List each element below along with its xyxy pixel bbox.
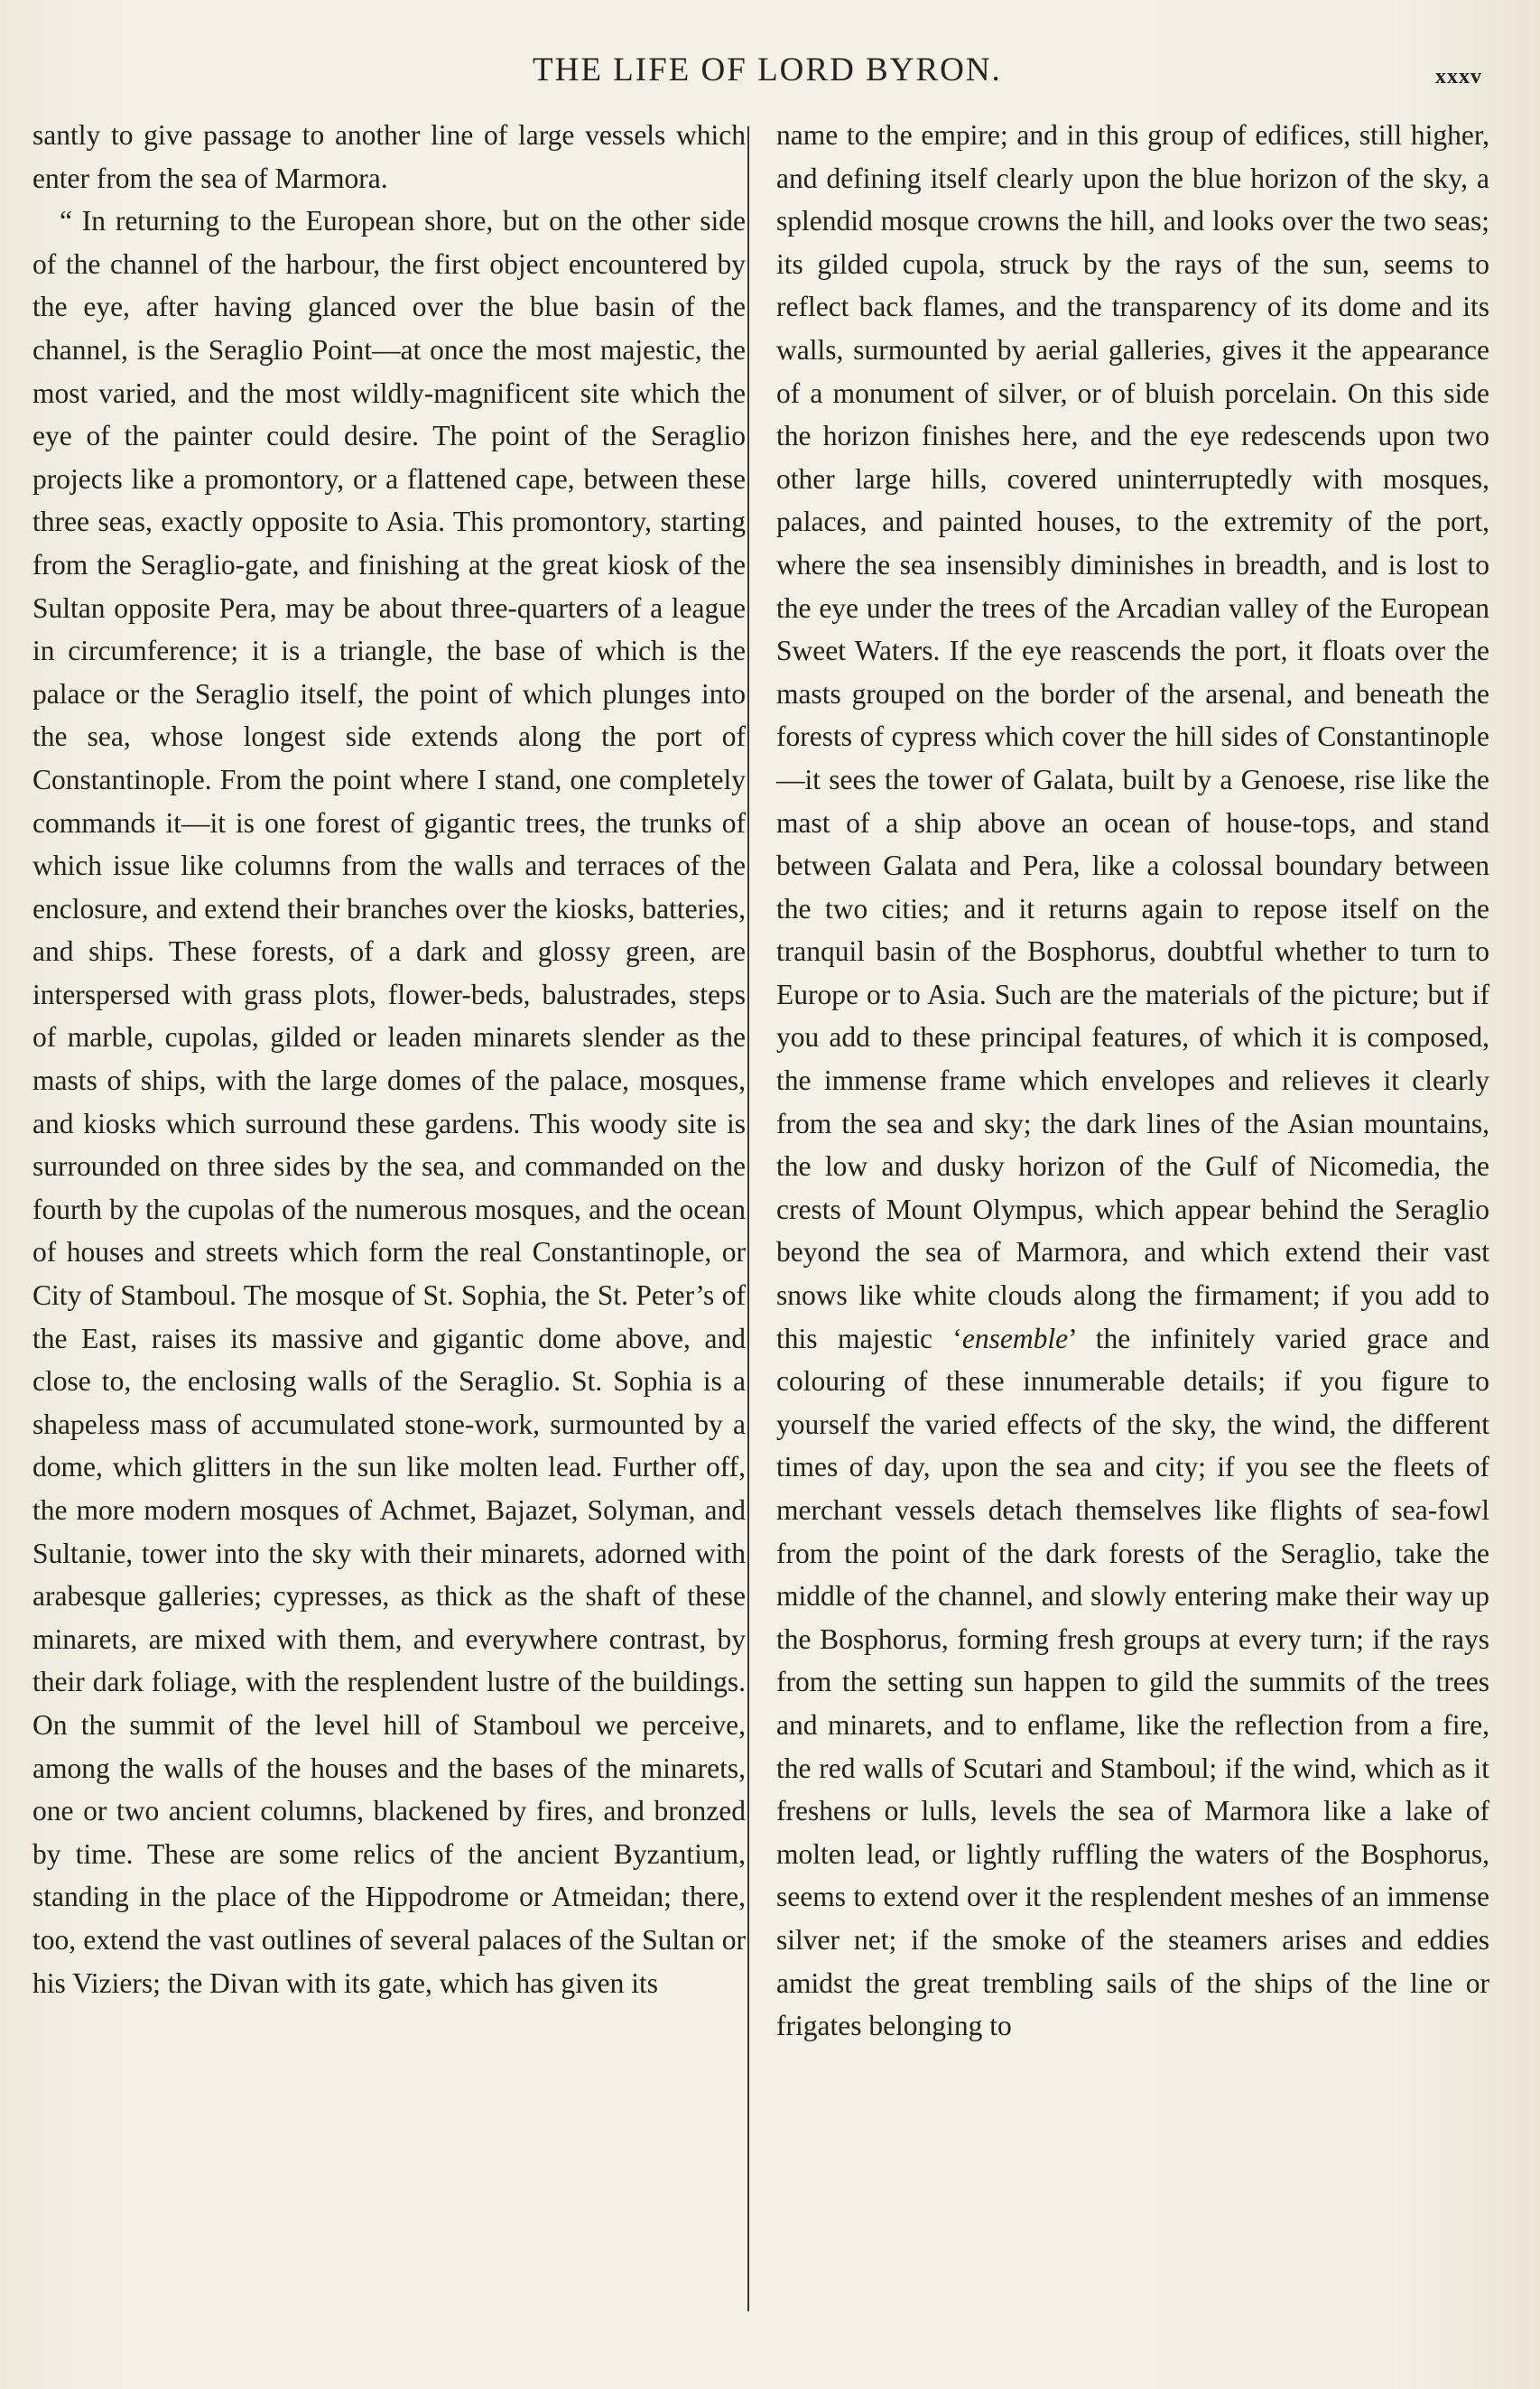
left-paragraph-1: santly to give passage to another line of large vessels which enter from the sea of Marmora.	[32, 119, 746, 194]
left-column	[32, 114, 746, 2004]
column-divider	[747, 126, 749, 2311]
right-text-after-italic: ’ the infinitely varied grace and colouring of these innumerable details; if you figure to yourself the varied effects of the sky, the wind, the different times of day, upon the sea and city; if you see the fleets of merchant vessels detach themselves like flights of sea-fowl from the point of the dark forests of the Seraglio, take the middle of the channel, and slowly entering make their way up the Bosphorus, forming fresh groups at every turn; if the rays from the setting sun happen to gild the summits of the trees and minarets, and to enflame, like the reflection from a fire, the red walls of Scutari and Stamboul; if the wind, which as it freshens or lulls, levels the sea of Marmora like a lake of molten lead, or lightly ruffling the waters of the Bosphorus, seems to extend over it the resplendent meshes of an immense silver net; if the smoke of the steamers arises and eddies amidst the great trembling sails of the ships of the line or frigates belonging to	[776, 1322, 1489, 2042]
right-text-before-italic: name to the empire; and in this group of edifices, still higher, and defining itself clearly upon the blue horizon of the sky, a splendid mosque crowns the hill, and looks over the two seas; its gilded cupola, struck by the rays of the sun, seems to reflect back flames, and the transparency of its dome and its walls, surmounted by aerial galleries, gives it the appearance of a monument of silver, or of bluish porcelain. On this side the horizon finishes here, and the eye redescends upon two other large hills, covered uninterruptedly with mosques, palaces, and painted houses, to the extremity of the port, where the sea insensibly diminishes in breadth, and is lost to the eye under the trees of the Arcadian valley of the European Sweet Waters. If the eye reascends the port, it floats over the masts grouped on the border of the arsenal, and beneath the forests of cypress which cover the hill sides of Constantinople—it sees the tower of Galata, built by a Genoese, rise like the mast of a ship above an ocean of house-tops, and stand between Galata and Pera, like a colossal boundary between the two cities; and it returns again to repose itself on the tranquil basin of the Bosphorus, doubtful whether to turn to Europe or to Asia. Such are the materials of the picture; but if you add to these principal features, of which it is composed, the immense frame which envelopes and relieves it clearly from the sea and sky; the dark lines of the Asian mountains, the low and dusky horizon of the Gulf of Nicomedia, the crests of Mount Olympus, which appear behind the Seraglio beyond the sea of Marmora, and which extend their vast snows like white clouds along the firmament; if you add to this majestic ‘	[776, 119, 1489, 1354]
right-paragraph	[776, 114, 1489, 2048]
page-number: xxxv	[1435, 65, 1482, 88]
running-head: THE LIFE OF LORD BYRON.	[533, 51, 1002, 88]
right-column	[776, 114, 1489, 2048]
left-paragraph-2: “ In returning to the European shore, but on the other side of the channel of the harbour, the first object encountered by the eye, after having glanced over the blue basin of the channel, is the Seraglio Point—at once the most majestic, the most varied, and the most wildly-magnificent site which the eye of the painter could desire. The point of the Seraglio projects like a promontory, or a flattened cape, between these three seas, exactly opposite to Asia. This promontory, starting from the Seraglio-gate, and finishing at the great kiosk of the Sultan opposite Pera, may be about three-quarters of a league in circumference; it is a triangle, the base of which is the palace or the Seraglio itself, the point of which plunges into the sea, whose longest side extends along the port of Constantinople. From the point where I stand, one completely commands it—it is one forest of gigantic trees, the trunks of which issue like columns from the walls and terraces of the enclosure, and extend their branches over the kiosks, batteries, and ships. These forests, of a dark and glossy green, are interspersed with grass plots, flower-beds, balustrades, steps of marble, cupolas, gilded or leaden minarets slender as the masts of ships, with the large domes of the palace, mosques, and kiosks which surround these gardens. This woody site is surrounded on three sides by the sea, and commanded on the fourth by the cupolas of the numerous mosques, and the ocean of houses and streets which form the real Constantinople, or City of Stamboul. The mosque of St. Sophia, the St. Peter’s of the East, raises its massive and gigantic dome above, and close to, the enclosing walls of the Seraglio. St. Sophia is a shapeless mass of accumulated stone-work, surmounted by a dome, which glitters in the sun like molten lead. Further off, the more modern mosques of Achmet, Bajazet, Solyman, and Sultanie, tower into the sky with their minarets, adorned with arabesque galleries; cypresses, as thick as the shaft of these minarets, are mixed with them, and everywhere contrast, by their dark foliage, with the resplendent lustre of the buildings. On the summit of the level hill of Stamboul we perceive, among the walls of the houses and the bases of the minarets, one or two ancient columns, blackened by fires, and bronzed by time. These are some relics of the ancient Byzantium, standing in the place of the Hippodrome or Atmeidan; there, too, extend the vast outlines of several palaces of the Sultan or his Viziers; the Divan with its gate, which has given its	[32, 205, 746, 1999]
italic-ensemble: ensemble	[961, 1322, 1069, 1354]
